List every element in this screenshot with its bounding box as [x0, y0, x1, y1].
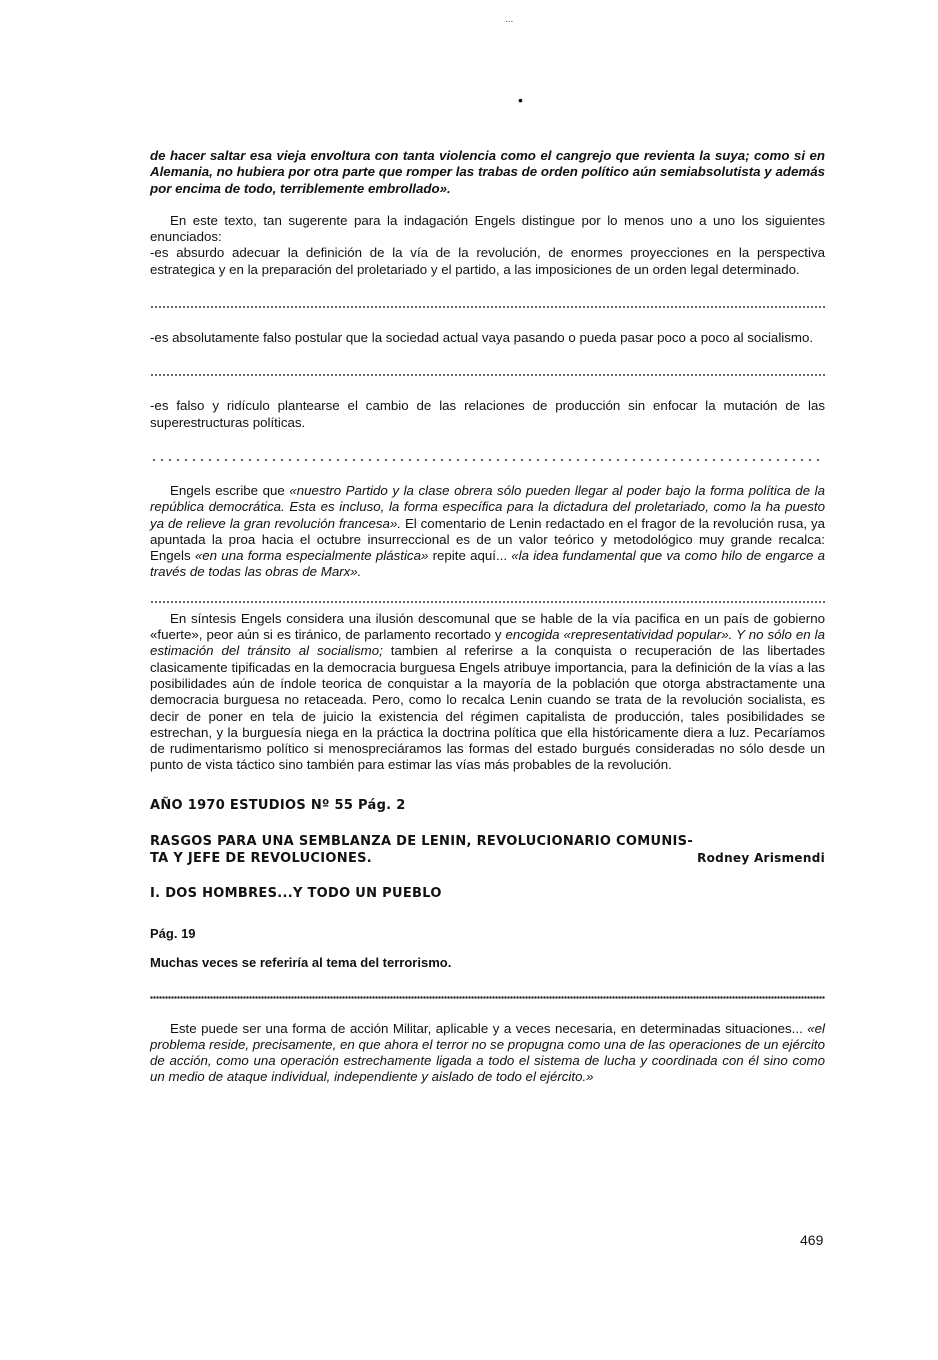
paragraph-5-quote: encogida «representatividad popular». Y no sólo en la estimación del tránsito al socialismo;: [150, 627, 825, 659]
page-reference-subtitle: Muchas veces se referiría al tema del terrorismo.: [150, 955, 452, 971]
paragraph-1-item: -es absurdo adecuar la definición de la vía de la revolución, de enormes proyecciones en la perspectiva estrategica y en la preparación del proletariado y el partido, a las imposiciones de un orden legal determinado.: [150, 245, 825, 277]
top-dots: ...: [505, 14, 514, 25]
paragraph-5: [150, 611, 825, 774]
paragraph-4-text: El comentario de Lenin redactado en el fragor de la revolución rusa, ya apuntada la proa hacia el octubre insurreccional es de un valor teórico y metodológico muy grande recalca: Engels: [150, 515, 825, 564]
dotted-separator: [150, 459, 825, 461]
article-author: Rodney Arismendi: [697, 851, 825, 866]
source-citation: AÑO 1970 ESTUDIOS Nº 55 Pág. 2: [150, 797, 406, 813]
dotted-separator: [150, 601, 825, 603]
paragraph-3: -es falso y ridículo plantearse el cambio de las relaciones de producción sin enfocar la mutación de las superestructuras políticas.: [150, 398, 825, 430]
paragraph-4-quote: «la idea fundamental que va como hilo de engarce a través de todas las obras de Marx».: [150, 548, 825, 580]
paragraph-6-quote: «el problema reside, precisamente, en que ahora el terror no se propugna como una de las operaciones de un ejército de acción, como una operación estrechamente ligada a todo el sistema de lucha y coordinada con él sino como un medio de ataque individual, independiente y aislado de todo el ejército.»: [150, 1020, 825, 1085]
paragraph-6-text: Este puede ser una forma de acción Militar, aplicable y a veces necesaria, en determinadas situaciones...: [170, 1020, 808, 1036]
paragraph-4-text: repite aquí...: [428, 548, 512, 564]
paragraph-4-text: Engels escribe que: [170, 482, 290, 498]
dotted-separator: [150, 996, 825, 999]
paragraph-5-text: tambien al referirse a la conquista o recuperación de las libertades clasicamente tipificadas en la democracia burguesa Engels atribuye importancia, para la definición de la vías a las posibilidades aún de índole teorica de conquistar a la mayoría de la población que otorga abstractamente una democracia burguesa no retaceada. Pero, como lo recalca Lenin cuando se trata de la revolución socialista, es decir de poner en tela de juicio la existencia del régimen capitalista de producción, tales posibilidades se estrechan, y la burguesía niega en la práctica la doctrina política que ella históricamente diera a luz. Pecaríamos de rudimentarismo político si menospreciáramos las formas del estado burgués consideradas no sólo desde un punto de vista táctico sino también para estimar las vías más probables de la revolución.: [150, 643, 826, 773]
article-title-line-2: TA Y JEFE DE REVOLUCIONES.: [150, 851, 373, 867]
dotted-separator: [150, 374, 825, 376]
dotted-separator: [150, 306, 825, 308]
quote-intro: de hacer saltar esa vieja envoltura con tanta violencia como el cangrejo que revienta la suya; como si en Alemania, no hubiera por otra parte que romper las trabas de orden político aún semiabsolutista y además por encima de todo, terriblemente embrollado».: [150, 148, 825, 196]
paragraph-4-quote: «nuestro Partido y la clase obrera sólo pueden llegar al poder bajo la forma política de la república democrática. Esta es incluso, la forma específica para la dictadura del proletariado, como la ha puesto ya de relieve la gran revolución francesa».: [150, 482, 825, 531]
paragraph-4: [150, 483, 825, 581]
paragraph-1: En este texto, tan sugerente para la indagación Engels distingue por lo menos uno a uno los siguientes enunciados:: [150, 212, 825, 245]
document-page: [150, 148, 825, 1086]
page-reference: Pág. 19: [150, 925, 196, 941]
paragraph-5-text: En síntesis Engels considera una ilusión descomunal que se hable de la vía pacifica en un país de gobierno «fuerte», peor aún si es tiránico, de parlamento recortado y: [150, 610, 825, 643]
paragraph-4-quote: «en una forma especialmente plástica»: [194, 548, 429, 564]
paragraph-2: -es absolutamente falso postular que la sociedad actual vaya pasando o pueda pasar poco a poco al socialismo.: [150, 330, 814, 346]
paragraph-6: [150, 1021, 825, 1086]
article-header: [150, 834, 825, 868]
section-title: I. DOS HOMBRES...Y TODO UN PUEBLO: [150, 885, 442, 901]
article-title-row: [150, 850, 825, 867]
top-bullet: •: [518, 92, 523, 108]
article-title-line-1: RASGOS PARA UNA SEMBLANZA DE LENIN, REVOLUCIONARIO COMUNIS-: [150, 834, 694, 850]
page-number: 469: [800, 1232, 824, 1248]
